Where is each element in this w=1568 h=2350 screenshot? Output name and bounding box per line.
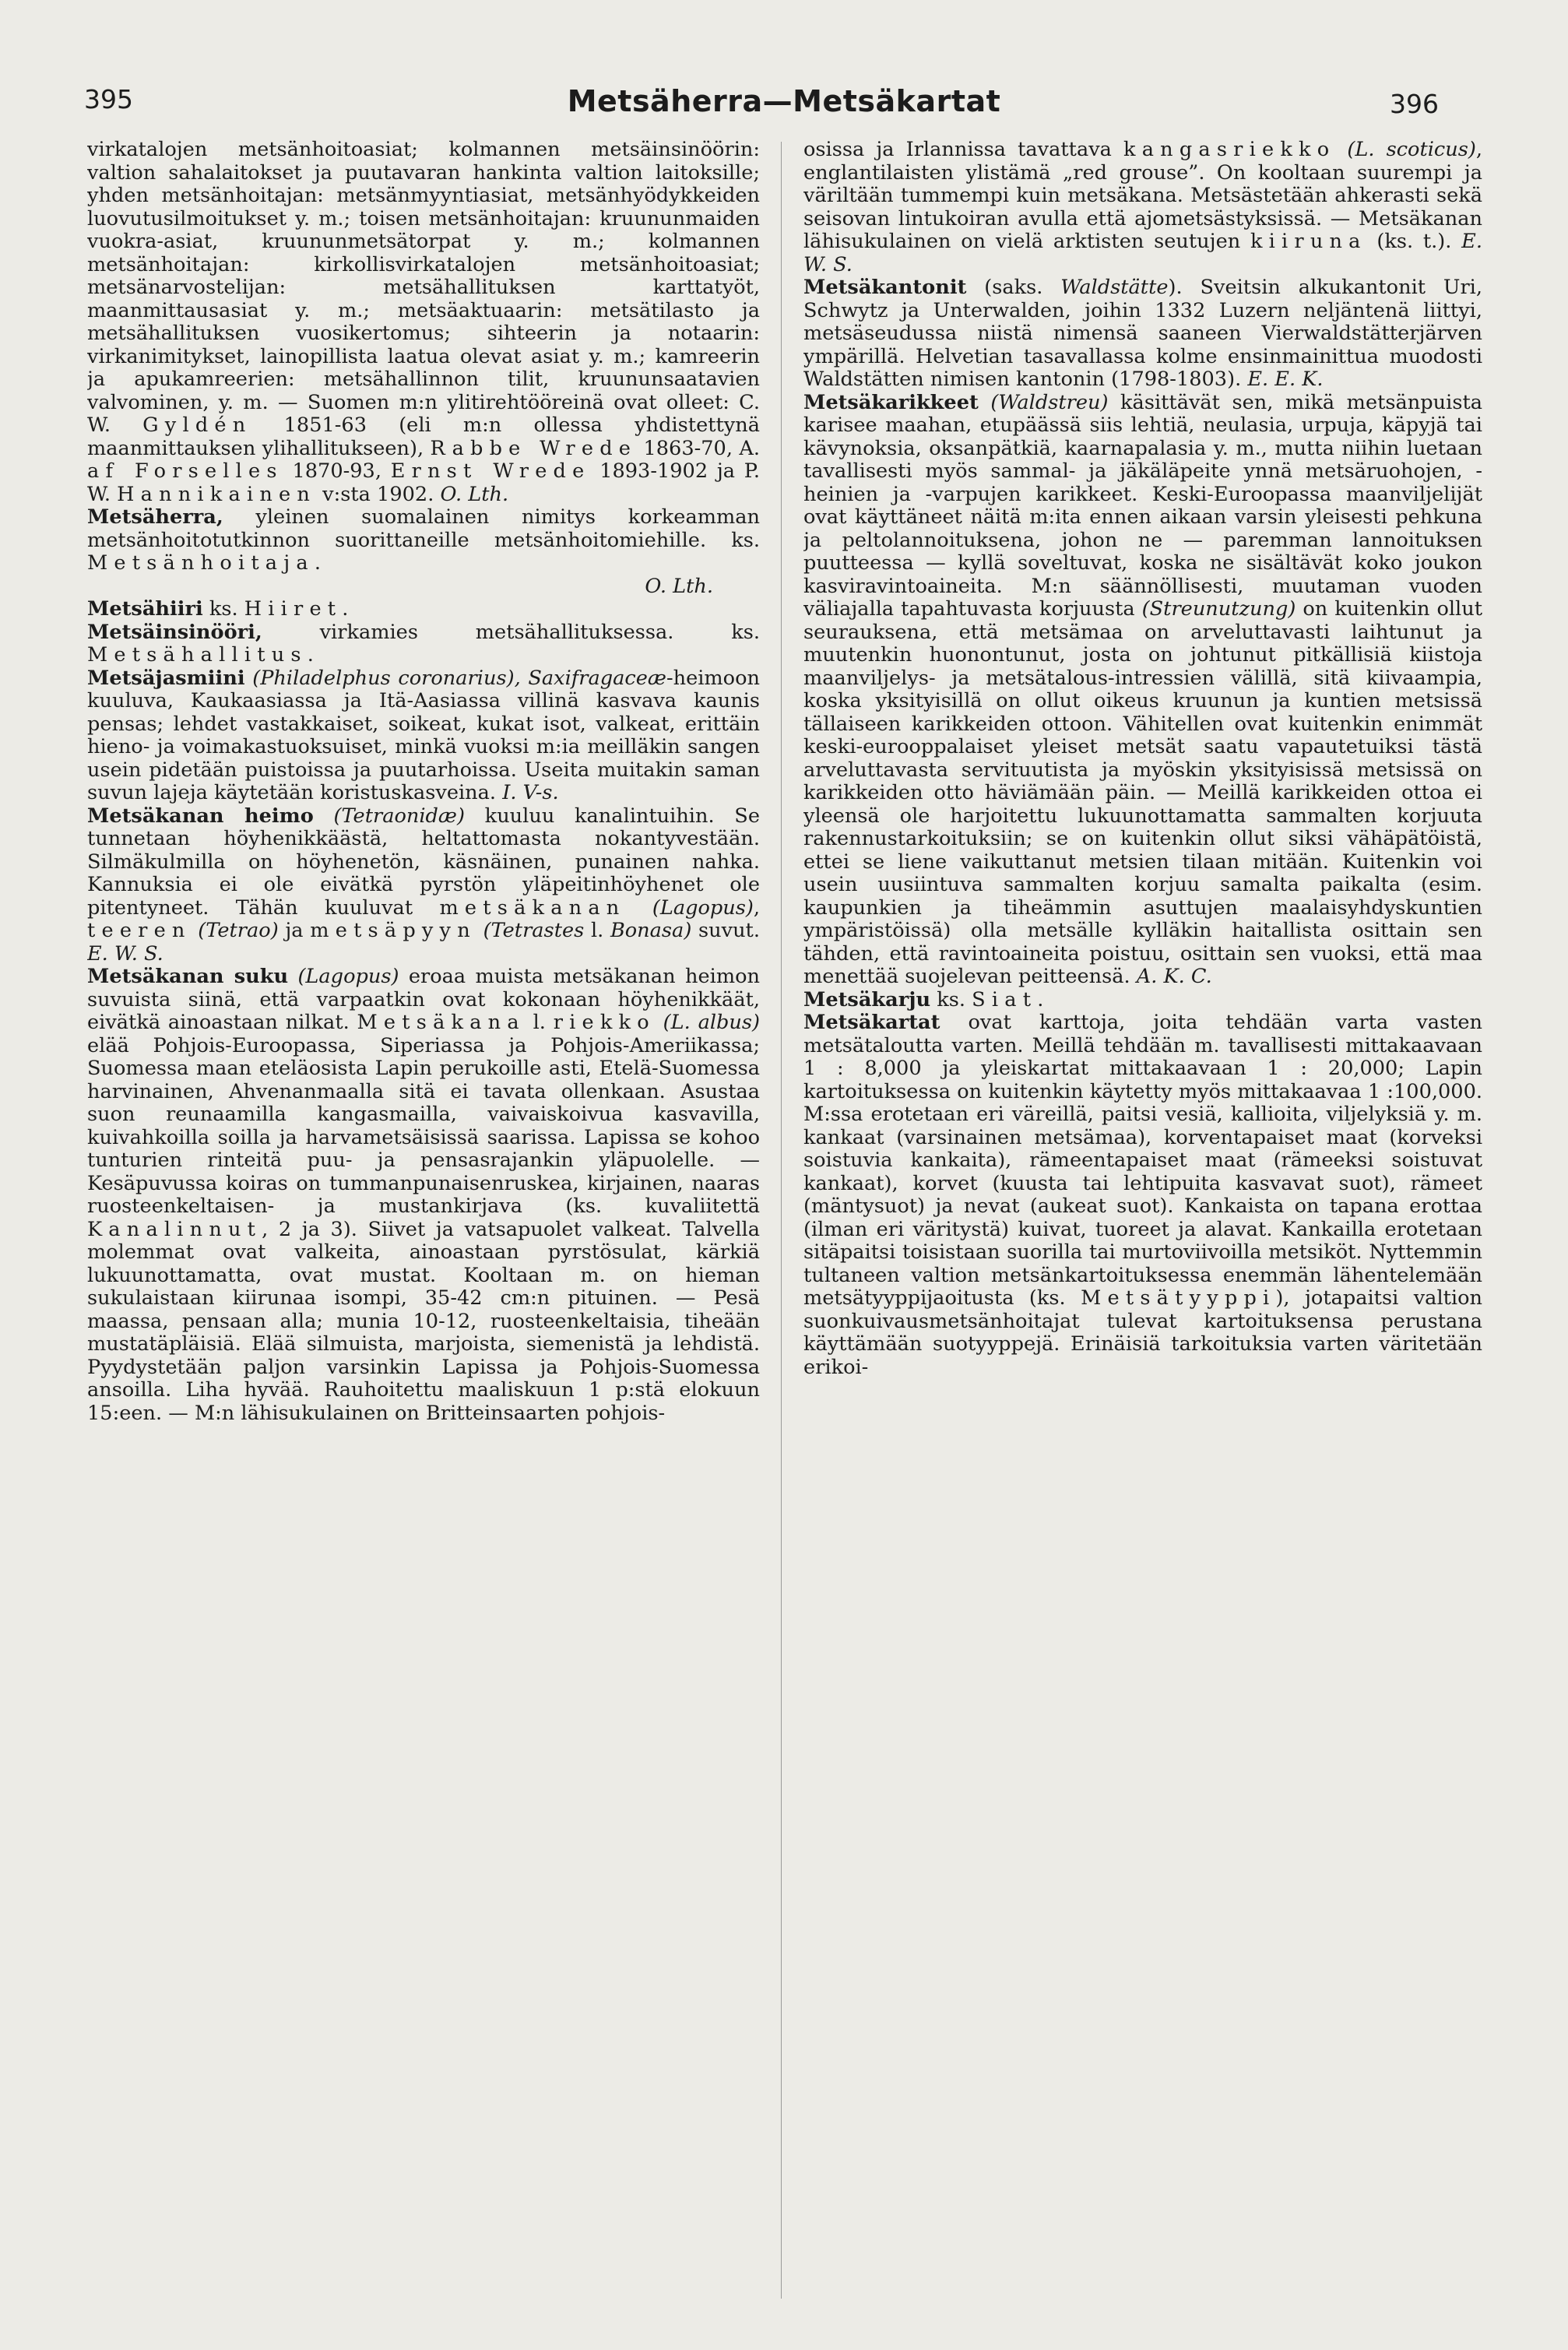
page-header xyxy=(0,84,1568,131)
left-column xyxy=(87,139,760,2319)
entry-continuation: virkatalojen metsänhoitoasiat; kolmannen metsäinsinöörin: valtion sahalaitokset ja puutavaran hankinta valtion laitoksille; yhden metsänhoitajan: metsänmyyntiasiat, metsänhyödykkeiden luovutusilmoitukset y. m.; toisen metsänhoitajan: kruununmaiden vuokra-asiat, kruununmetsätorpat y. m.; kolmannen metsänhoitajan: kirkollisvirkatalojen metsänhoitoasiat; metsänarvostelijan: metsähallituksen karttatyöt, maanmittausasiat y. m.; metsäaktuaarin: metsätilasto ja metsähallituksen vuosikertomus; sihteerin ja notaarin: virkanimitykset, lainopillista laatua olevat asiat y. m.; kamreerin ja apukamreerien: metsähallinnon tilit, kruununsaatavien valvominen, y. m. — Suomen m:n ylitirehtööreinä ovat olleet: C. W. Gyldén 1851-63 (eli m:n ollessa yhdistettynä maanmittauksen ylihallitukseen), Rabbe Wrede 1863-70, A. af Forselles 1870-93, Ernst Wrede 1893-1902 ja P. W. Hannikainen v:sta 1902. O. Lth. xyxy=(87,139,760,506)
headword: Metsäkanan heimo xyxy=(87,804,314,828)
headword: Metsäkantonit xyxy=(803,276,967,299)
headword: Metsäkartat xyxy=(803,1011,940,1034)
entry-metsainsinoori: Metsäinsinööri, virkamies metsähallituksessa. ks. Metsähallitus. xyxy=(87,620,760,667)
entry-metsakarju: Metsäkarju ks. Siat. xyxy=(803,987,1050,1011)
entry-metsahiiri: Metsähiiri ks. Hiiret. xyxy=(87,597,355,621)
headword: Metsäkanan suku xyxy=(87,965,289,988)
running-title: Metsäherra—Metsäkartat xyxy=(567,84,1001,118)
entry-metsaherra: Metsäherra, yleinen suomalainen nimitys korkeamman metsänhoitotutkinnon suorittaneille metsänhoitomiehille. ks. Metsänhoitaja. xyxy=(87,505,760,575)
entry-signature: O. Lth. xyxy=(645,574,713,598)
entry-metsakarikkeet: Metsäkarikkeet (Waldstreu) käsittävät sen, mikä metsänpuista karisee maahan, etupäässä siis lehtiä, neulasia, urpuja, käpyjä tai kävynoksia, oksanpätkiä, kaarnapalasia y. m., mutta niihin luetaan tavallisesti myös sammal- ja jäkäläpeite ynnä metsäruohojen, -heinien ja -varpujen karikkeet. Keski-Euroopassa maanviljelijät ovat käyttäneet näitä m:ita ennen aikaan varsin yleisesti pehkuna ja peltolannoituksena, johon ne — paremman lannoituksen puutteessa — kyllä soveltuvat, koska ne sisältävät koko joukon kasviravintoaineita. M:n säännöllisesti, muutaman vuoden väliajalla tapahtuvasta korjuusta (Streunutzung) on kuitenkin ollut seurauksena, että metsämaa on arveluttavasti laihtunut ja muutenkin huonontunut, josta on johtunut pitkällisiä kiistoja maanviljelys- ja metsätalous-intressien välillä, sitä kiivaampia, koska yksityisillä on ollut oikeus kruunun ja kuntien metsissä tällaiseen karikkeiden ottoon. Vähitellen ovat kuitenkin enimmät keski-eurooppalaiset yleiset metsät saatu vapautetuiksi tästä arveluttavasta servituutista ja myöskin yksityisissä metsissä on karikkeiden otto häviämään päin. — Meillä karikkeiden ottoa ei yleensä ole harjoitettu lukuunottamatta sammalten korjuuta rakennustarkoituksiin; se on kuitenkin ollut siksi vähäpätöistä, ettei se liene vaikuttanut metsien tilaan mitään. Kuitenkin voi usein uusiintuva sammalten korjuu samalta paikalta (esim. kaupunkien ja tiheämmin asuttujen maalaisyhdyskuntien ympäristöissä) olla metsälle kylläkin haitallista osittain sen tähden, että ravintoaineita poistuu, osittain sen vuoksi, että maa menettää suojelevan peitteensä. A. K. C. xyxy=(803,390,1482,988)
page-number-left: 395 xyxy=(84,84,133,114)
headword: Metsäkarju xyxy=(803,987,931,1011)
entry-metsakartat: Metsäkartat ovat karttoja, joita tehdään varta vasten metsätaloutta varten. Meillä tehdään m. tavallisesti mittakaavaan 1 : 8,000 ja yleiskartat mittakaavaan 1 : 20,000; Lapin kartoituksessa on kuitenkin käytetty myös mittakaavaa 1 :100,000. M:ssa erotetaan eri väreillä, paitsi vesiä, kallioita, viljelyksiä y. m. kankaat (varsinainen metsämaa), korventapaiset maat (korveksi soistuvia kankaita), rämeentapaiset maat (rämeeksi soistuvat kankaat), korvet (kuusta tai lehtipuita kasvavat suot), rämeet (mäntysuot) ja nevat (aukeat suot). Kankaista on tapana erottaa (ilman eri väritystä) kuivat, tuoreet ja alavat. Kankailla erotetaan sitäpaitsi toisistaan suorilla tai murtoviivoilla metsiköt. Nyttemmin tultaneen valtion metsänkartoituksessa enemmän lähentelemään metsätyyppijaoitusta (ks. Metsätyyppi), jotapaitsi valtion suonkuivausmetsänhoitajat tulevat kartoituksensa perustana käyttämään suotyyppejä. Erinäisiä tarkoituksia varten väritetään erikoi- xyxy=(803,1011,1482,1379)
headword: Metsäkarikkeet xyxy=(803,390,979,414)
entry-metsakanan-heimo: Metsäkanan heimo (Tetraonidæ) kuuluu kanalintuihin. Se tunnetaan höyhenikkäästä, heltattomasta nokantyvestään. Silmäkulmilla on höyhenetön, käsnäinen, punainen nahka. Kannuksia ei ole eivätkä pyrstön yläpeitinhöyhenet ole pitentyneet. Tähän kuuluvat metsäkanan (Lagopus), teeren (Tetrao) ja metsäpyyn (Tetrastes l. Bonasa) suvut. E. W. S. xyxy=(87,804,760,966)
headword: Metsäinsinööri, xyxy=(87,620,262,644)
headword: Metsäherra, xyxy=(87,505,223,529)
entry-metsajasmiini: Metsäjasmiini (Philadelphus coronarius), Saxifragaceæ-heimoon kuuluva, Kaukaasiassa ja Itä-Aasiassa villinä kasvava kaunis pensas; lehdet vastakkaiset, soikeat, kukat isot, valkeat, erittäin hieno- ja voimakastuoksuiset, minkä vuoksi m:ia meilläkin sangen usein pidetään puistoissa ja puutarhoissa. Useita muitakin saman suvun lajeja käytetään koristuskasveina. I. V-s. xyxy=(87,666,760,804)
entry-continuation: osissa ja Irlannissa tavattava kangasriekko (L. scoticus), englantilaisten ylistämä „red grouse”. On kooltaan suurempi ja väriltään tummempi kuin metsäkana. Metsästetään ahkerasti sekä seisovan lintukoiran avulla että ajometsästyksissä. — Metsäkanan lähisukulainen on vielä arktisten seutujen kiiruna (ks. t.). E. W. S. xyxy=(803,139,1482,276)
entry-metsakanan-suku: Metsäkanan suku (Lagopus) eroaa muista metsäkanan heimon suvuista siinä, että varpaatkin ovat kokonaan höyhenikkäät, eivätkä ainoastaan nilkat. Metsäkana l. riekko (L. albus) elää Pohjois-Euroopassa, Siperiassa ja Pohjois-Ameriikassa; Suomessa maan eteläosista Lapin perukoille asti, Etelä-Suomessa harvinainen, Ahvenanmaalla sitä ei tavata ollenkaan. Asustaa suon reunaamilla kangasmailla, vaivaiskoivua kasvavilla, kuivahkoilla soilla ja harvametsäisissä saarissa. Lapissa se kohoo tunturien rinteitä puu- ja pensasrajankin yläpuolelle. — Kesäpuvussa koiras on tummanpunaisenruskea, kirjainen, naaras ruosteenkeltaisen- ja mustankirjava (ks. kuvaliitettä Kanalinnut, 2 ja 3). Siivet ja vatsapuolet valkeat. Talvella molemmat ovat valkeita, ainoastaan pyrstösulat, kärkiä lukuunottamatta, ovat mustat. Kooltaan m. on hieman sukulaistaan kiirunaa isompi, 35-42 cm:n pituinen. — Pesä maassa, pensaan alla; munia 10-12, ruosteenkeltaisia, tiheään mustatäpläisiä. Elää silmuista, marjoista, siemenistä ja lehdistä. Pyydystetään paljon varsinkin Lapissa ja Pohjois-Suomessa ansoilla. Liha hyvää. Rauhoitettu maaliskuun 1 p:stä elokuun 15:een. — M:n lähisukulainen on Britteinsaarten pohjois- xyxy=(87,965,760,1425)
right-column xyxy=(803,139,1482,2319)
column-divider xyxy=(781,142,782,2299)
headword: Metsähiiri xyxy=(87,597,203,621)
headword: Metsäjasmiini xyxy=(87,666,245,690)
entry-metsakantonit: Metsäkantonit (saks. Waldstätte). Sveitsin alkukantonit Uri, Schwytz ja Unterwalden, joihin 1332 Luzern neljäntenä liittyi, metsäseudussa niistä nimensä saaneen Vierwaldstätterjärven ympärillä. Helvetian tasavallassa kolme ensinmainittua muodosti Waldstätten nimisen kantonin (1798-1803). E. E. K. xyxy=(803,276,1482,391)
page-number-right: 396 xyxy=(1390,89,1439,119)
